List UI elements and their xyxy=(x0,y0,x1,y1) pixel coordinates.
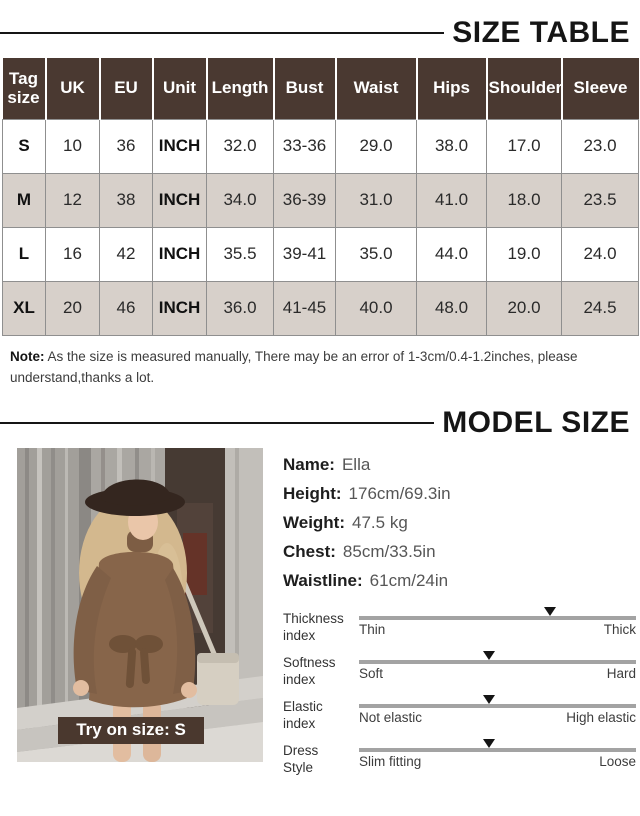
spec-weight xyxy=(283,508,636,537)
size-table xyxy=(2,58,639,336)
cell-bust: 39-41 xyxy=(274,227,336,281)
note-label: Note: xyxy=(10,348,45,364)
scale-left-label: Not elastic xyxy=(359,709,423,725)
spec-value: 176cm/69.3in xyxy=(348,483,451,503)
index-bar xyxy=(359,660,636,664)
model-size-content xyxy=(0,448,640,783)
index-softness xyxy=(283,651,636,688)
col-header-unit: Unit xyxy=(153,58,207,119)
index-bar xyxy=(359,616,636,620)
scale-left-label: Slim fitting xyxy=(359,753,422,769)
index-thickness xyxy=(283,607,636,644)
col-header-eu: EU xyxy=(100,58,153,119)
model-specs-list xyxy=(283,450,636,595)
scale-right-label: Thick xyxy=(603,621,636,637)
cell-waist: 29.0 xyxy=(336,119,417,173)
col-header-shoulder: Shoulder xyxy=(487,58,562,119)
spec-chest xyxy=(283,537,636,566)
size-table-title: SIZE TABLE xyxy=(452,16,630,49)
cell-hips: 44.0 xyxy=(417,227,487,281)
cell-eu: 46 xyxy=(100,281,153,335)
cell-length: 36.0 xyxy=(207,281,274,335)
cell-sleeve: 24.0 xyxy=(562,227,639,281)
col-header-bust: Bust xyxy=(274,58,336,119)
index-dress-style xyxy=(283,739,636,776)
scale-right-label: High elastic xyxy=(566,709,636,725)
cell-hips: 38.0 xyxy=(417,119,487,173)
note-body: As the size is measured manually, There may be an error of 1-3cm/0.4-1.2inches, please understand,thanks a lot. xyxy=(10,348,578,385)
cell-eu: 36 xyxy=(100,119,153,173)
spec-value: 47.5 kg xyxy=(352,512,408,532)
spec-value: 85cm/33.5in xyxy=(342,541,436,561)
table-header-row xyxy=(3,58,639,119)
scale-left-label: Thin xyxy=(359,621,386,637)
attribute-indices xyxy=(283,607,636,776)
model-info-panel xyxy=(263,448,640,783)
scale-right-label: Hard xyxy=(606,665,636,681)
scale-right-label: Loose xyxy=(599,753,636,769)
spec-value: Ella xyxy=(341,454,371,474)
triangle-marker-icon xyxy=(544,607,556,616)
measurement-note xyxy=(10,346,626,388)
cell-eu: 38 xyxy=(100,173,153,227)
cell-tag: S xyxy=(3,119,46,173)
cell-shoulder: 17.0 xyxy=(487,119,562,173)
model-size-title-row xyxy=(0,406,640,440)
spec-height xyxy=(283,479,636,508)
triangle-marker-icon xyxy=(483,695,495,704)
cell-waist: 40.0 xyxy=(336,281,417,335)
size-chart-page xyxy=(0,16,640,783)
cell-tag: XL xyxy=(3,281,46,335)
cell-shoulder: 18.0 xyxy=(487,173,562,227)
table-row-s xyxy=(3,119,639,173)
spec-name xyxy=(283,450,636,479)
cell-waist: 35.0 xyxy=(336,227,417,281)
cell-sleeve: 24.5 xyxy=(562,281,639,335)
index-label: Thickness index xyxy=(283,610,344,643)
index-scale xyxy=(359,651,636,688)
cell-hips: 41.0 xyxy=(417,173,487,227)
decorative-line xyxy=(0,422,434,424)
scale-left-label: Soft xyxy=(359,665,384,681)
col-header-length: Length xyxy=(207,58,274,119)
cell-bust: 33-36 xyxy=(274,119,336,173)
cell-eu: 42 xyxy=(100,227,153,281)
col-header-tag-size: Tag size xyxy=(3,58,46,119)
cell-unit: INCH xyxy=(153,227,207,281)
index-bar xyxy=(359,704,636,708)
decorative-line xyxy=(0,32,444,34)
cell-uk: 20 xyxy=(46,281,100,335)
table-row-l xyxy=(3,227,639,281)
index-scale xyxy=(359,739,636,776)
cell-uk: 12 xyxy=(46,173,100,227)
index-label: Elastic index xyxy=(283,698,323,731)
index-scale xyxy=(359,695,636,732)
index-label: Dress Style xyxy=(283,742,319,775)
spec-waistline xyxy=(283,566,636,595)
triangle-marker-icon xyxy=(483,739,495,748)
model-photo-illustration xyxy=(17,448,263,762)
cell-shoulder: 19.0 xyxy=(487,227,562,281)
cell-shoulder: 20.0 xyxy=(487,281,562,335)
spec-label: Height: xyxy=(283,483,342,503)
cell-sleeve: 23.0 xyxy=(562,119,639,173)
spec-label: Waistline: xyxy=(283,570,363,590)
cell-unit: INCH xyxy=(153,173,207,227)
cell-sleeve: 23.5 xyxy=(562,173,639,227)
cell-unit: INCH xyxy=(153,119,207,173)
cell-length: 34.0 xyxy=(207,173,274,227)
cell-waist: 31.0 xyxy=(336,173,417,227)
cell-hips: 48.0 xyxy=(417,281,487,335)
table-row-xl xyxy=(3,281,639,335)
col-header-waist: Waist xyxy=(336,58,417,119)
index-scale xyxy=(359,607,636,644)
col-header-hips: Hips xyxy=(417,58,487,119)
cell-bust: 41-45 xyxy=(274,281,336,335)
cell-unit: INCH xyxy=(153,281,207,335)
cell-tag: L xyxy=(3,227,46,281)
triangle-marker-icon xyxy=(483,651,495,660)
cell-tag: M xyxy=(3,173,46,227)
index-elastic xyxy=(283,695,636,732)
cell-uk: 10 xyxy=(46,119,100,173)
table-row-m xyxy=(3,173,639,227)
spec-label: Weight: xyxy=(283,512,346,532)
col-header-uk: UK xyxy=(46,58,100,119)
col-header-sleeve: Sleeve xyxy=(562,58,639,119)
spec-label: Name: xyxy=(283,454,335,474)
index-bar xyxy=(359,748,636,752)
index-label: Softness index xyxy=(283,654,336,687)
spec-value: 61cm/24in xyxy=(369,570,449,590)
cell-bust: 36-39 xyxy=(274,173,336,227)
try-on-size-badge: Try on size: S xyxy=(58,717,204,744)
cell-length: 32.0 xyxy=(207,119,274,173)
model-size-title: MODEL SIZE xyxy=(442,405,630,439)
model-photo xyxy=(17,448,263,762)
cell-uk: 16 xyxy=(46,227,100,281)
spec-label: Chest: xyxy=(283,541,336,561)
cell-length: 35.5 xyxy=(207,227,274,281)
size-table-title-row xyxy=(0,16,640,50)
